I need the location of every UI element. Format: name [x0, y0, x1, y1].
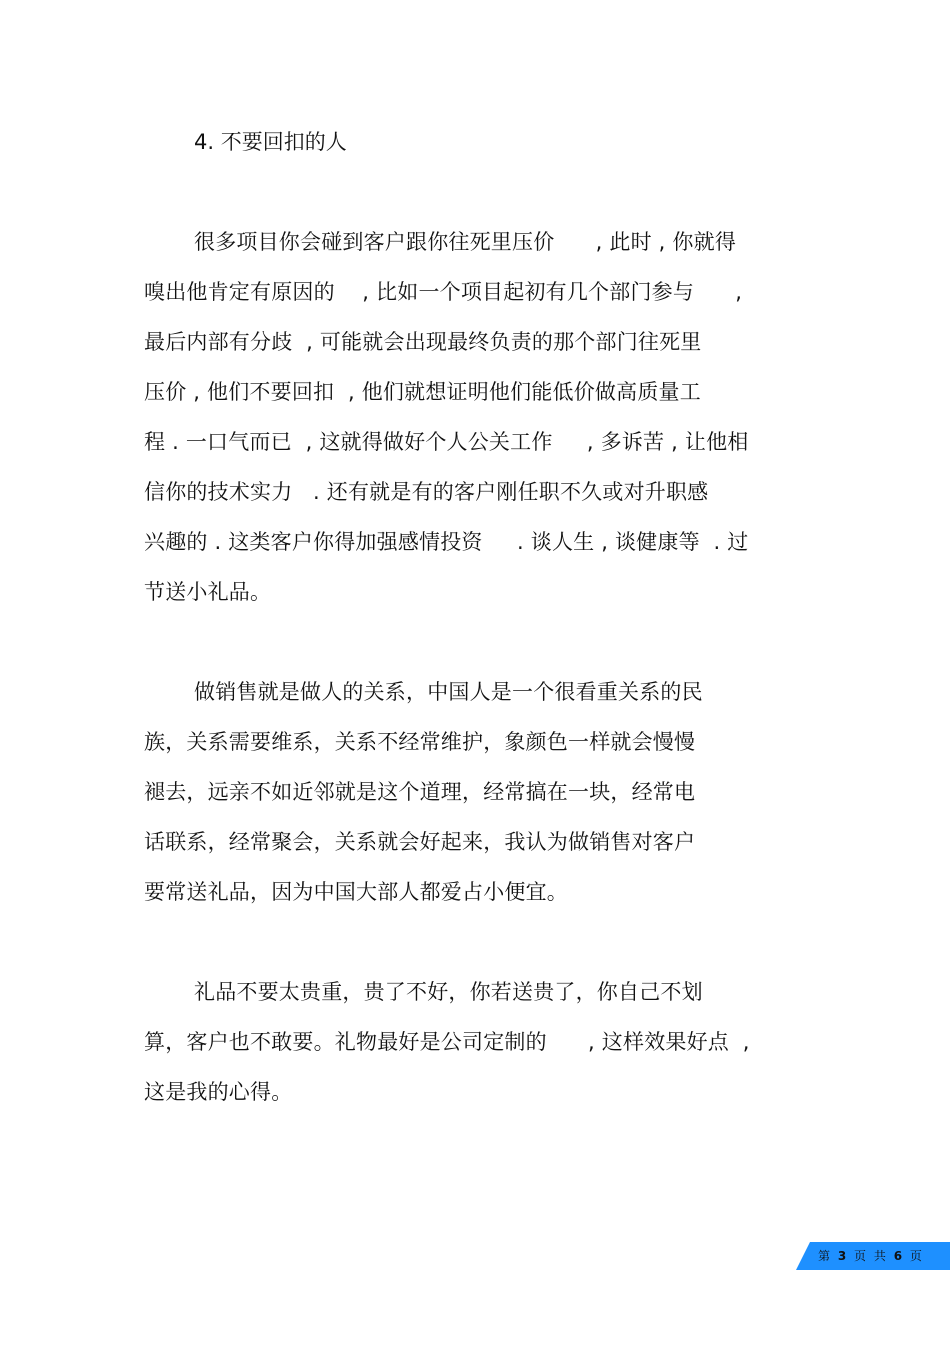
paragraph-3-line-2: 算，客户也不敢要。礼物最好是公司定制的 , 这样效果好点 ,: [144, 1030, 750, 1054]
paragraph-2-line-1: 做销售就是做人的关系，中国人是一个很看重关系的民: [194, 680, 703, 704]
total-prefix: 共: [873, 1249, 886, 1263]
paragraph-1-line-3: 最后内部有分歧 , 可能就会出现最终负责的那个部门往死里: [144, 330, 702, 354]
page-prefix: 第: [818, 1249, 831, 1263]
paragraph-1-line-5: 程 . 一口气而已 , 这就得做好个人公关工作 , 多诉苦 , 让他相: [144, 430, 749, 454]
paragraph-2-line-2: 族，关系需要维系，关系不经常维护，象颜色一样就会慢慢: [144, 730, 696, 754]
current-page-number: 3: [837, 1249, 847, 1263]
paragraph-1-line-2: 嗅出他肯定有原因的 , 比如一个项目起初有几个部门参与 ,: [144, 280, 743, 304]
paragraph-2-line-3: 褪去，远亲不如近邻就是这个道理，经常搞在一块，经常电: [144, 780, 696, 804]
paragraph-2-line-4: 话联系，经常聚会，关系就会好起来，我认为做销售对客户: [144, 830, 696, 854]
paragraph-3-line-1: 礼品不要太贵重，贵了不好，你若送贵了，你自己不划: [194, 980, 703, 1004]
paragraph-1-line-8: 节送小礼品。: [144, 580, 272, 604]
paragraph-2-line-5: 要常送礼品，因为中国大部人都爱占小便宜。: [144, 880, 568, 904]
page-word-2: 页: [909, 1249, 922, 1263]
section-heading: 4. 不要回扣的人: [194, 130, 347, 154]
page-number-tab: [796, 1242, 950, 1270]
page-word: 页: [854, 1249, 867, 1263]
total-pages-number: 6: [893, 1249, 903, 1263]
paragraph-3-line-3: 这是我的心得。: [144, 1080, 293, 1104]
paragraph-1-line-1: 很多项目你会碰到客户跟你往死里压价 , 此时 , 你就得: [194, 230, 737, 254]
paragraph-1-line-4: 压价 , 他们不要回扣 , 他们就想证明他们能低价做高质量工: [144, 380, 701, 404]
paragraph-1-line-7: 兴趣的 . 这类客户你得加强感情投资 . 谈人生 , 谈健康等 . 过: [144, 530, 749, 554]
page-number-label: [818, 1248, 926, 1264]
paragraph-1-line-6: 信你的技术实力 . 还有就是有的客户刚任职不久或对升职感: [144, 480, 709, 504]
